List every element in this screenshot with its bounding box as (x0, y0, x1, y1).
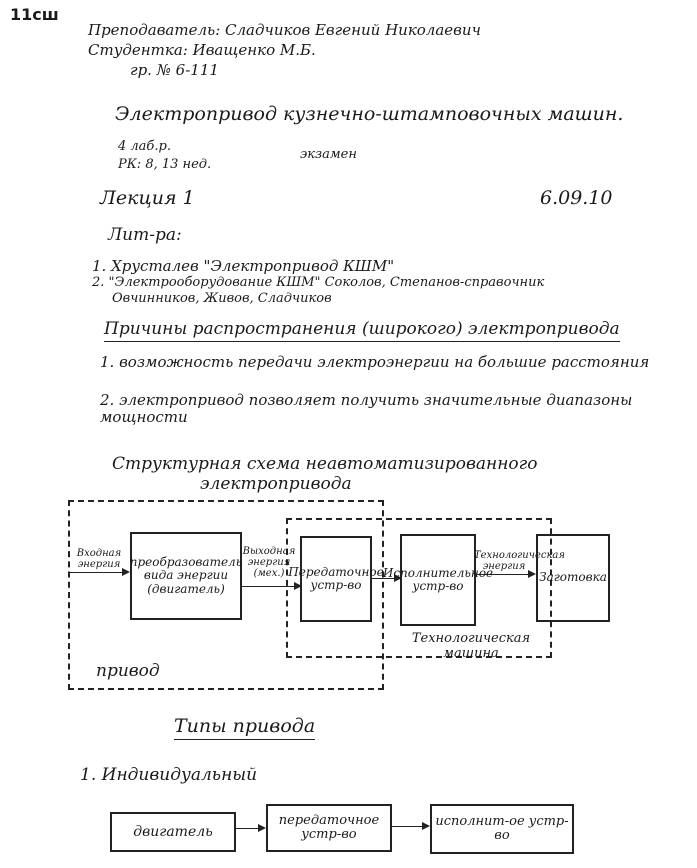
lecture-date: 6.09.10 (540, 187, 613, 209)
transfer-chain-label: передаточное устр-во (278, 812, 380, 842)
transfer-box (288, 536, 384, 622)
literature-item-3: Овчинников, Живов, Сладчиков (112, 291, 332, 306)
literature-heading: Лит-ра: (108, 225, 182, 245)
rk-weeks: РК: 8, 13 нед. (118, 157, 212, 172)
converter-label: преобразователь вида энергии (двигатель) (129, 555, 243, 596)
input-arrow (70, 572, 128, 573)
student-line: Студентка: Иващенко М.Б. (88, 41, 316, 59)
tech-energy-label: Технологическая энергия (474, 550, 566, 572)
teacher-line: Преподаватель: Сладчиков Евгений Николаевич (88, 21, 481, 39)
executive-box (382, 534, 494, 626)
literature-item-2: 2. "Электрооборудование КШМ" Соколов, Степанов-справочник (92, 275, 545, 290)
types-item-1: 1. Индивидуальный (80, 765, 258, 785)
reason-1: 1. возможность передачи электроэнергии на большие расстояния (100, 353, 650, 371)
tech-machine-label: Технологическая машина (411, 631, 531, 661)
executive-label: Исполнительное устр-во (382, 565, 494, 593)
drive-label: привод (96, 661, 160, 681)
workpiece-box (536, 534, 610, 622)
lab-count: 4 лаб.р. (118, 139, 171, 154)
transfer-chain-box (266, 804, 392, 852)
converter-box (130, 532, 242, 620)
executive-chain-box (430, 804, 574, 854)
tech-arrow (474, 574, 534, 575)
chain-arrow-1 (234, 828, 264, 829)
workpiece-label: Заготовка (539, 570, 607, 585)
input-energy-label: Входная энергия (76, 548, 122, 570)
course-title: Электропривод кузнечно-штамповочных машин. (115, 103, 624, 125)
types-heading: Типы привода (174, 716, 315, 740)
chain-arrow-2 (390, 826, 428, 827)
page-number: 11сш (10, 5, 59, 24)
transfer-label: Передаточное устр-во (288, 564, 384, 592)
output-energy-label: Выходная энергия (мех.) (242, 546, 296, 579)
motor-label: двигатель (133, 824, 213, 840)
structure-heading-1: Структурная схема неавтоматизированного (112, 454, 538, 474)
group-line: гр. № 6-111 (130, 61, 219, 79)
motor-box (110, 812, 236, 852)
exam-label: экзамен (300, 147, 357, 162)
reason-2: 2. электропривод позволяет получить значительные диапазоны мощности (100, 391, 633, 427)
literature-item-1: 1. Хрусталев "Электропривод КШМ" (92, 257, 395, 275)
structure-heading-2: электропривода (200, 474, 352, 494)
executive-chain-label: исполнит-ое устр-во (435, 813, 569, 843)
reasons-heading: Причины распространения (широкого) электропривода (104, 320, 620, 342)
lecture-label: Лекция 1 (100, 187, 195, 209)
